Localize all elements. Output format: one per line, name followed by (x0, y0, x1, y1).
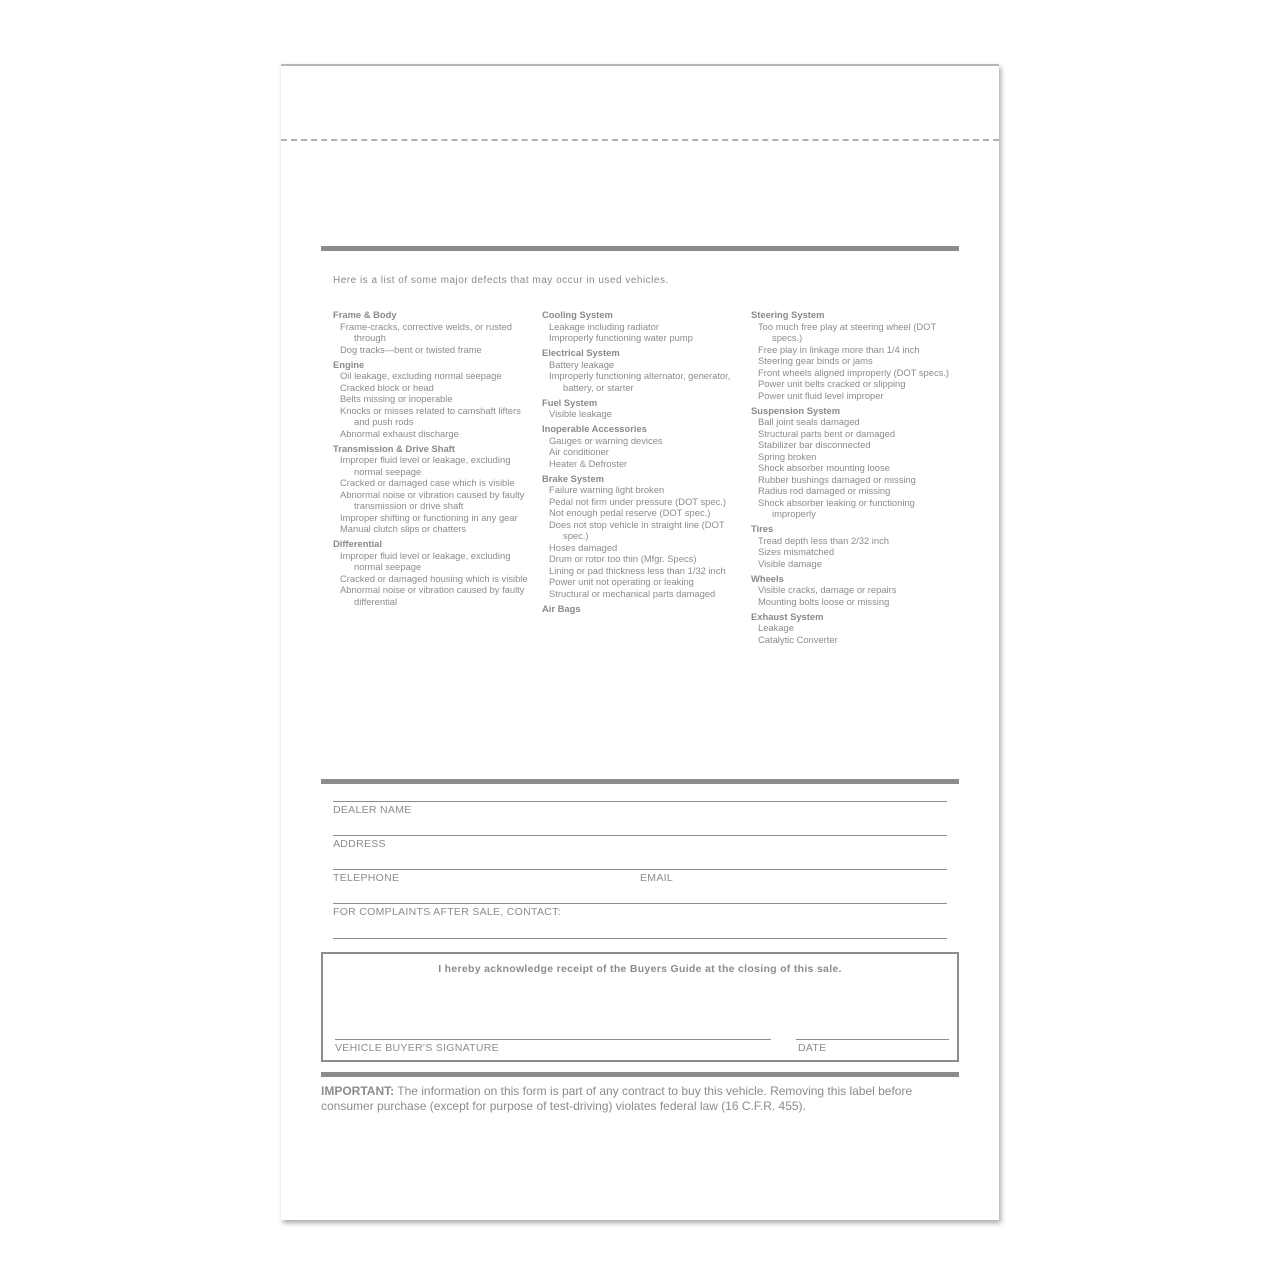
defect-category (542, 423, 742, 469)
defect-item: Not enough pedal reserve (DOT spec.) (549, 507, 711, 518)
defect-item: Rubber bushings damaged or missing (758, 473, 916, 485)
defect-category (542, 309, 742, 344)
defect-category-title: Cooling System (542, 309, 613, 320)
defect-item: Improper fluid level or leakage, excluding normal seepage (340, 454, 511, 477)
defect-category-title: Tires (751, 523, 774, 534)
defect-category (542, 603, 742, 615)
defect-category-title: Engine (333, 358, 365, 370)
dealer-name-line (333, 801, 947, 802)
defect-item: Does not stop vehicle in straight line (DOT spec.) (549, 518, 725, 541)
defect-item: Power unit fluid level improper (758, 389, 884, 401)
defect-item: Manual clutch slips or chatters (340, 523, 467, 534)
defects-column-3 (751, 309, 961, 645)
defect-category-title: Differential (333, 538, 382, 549)
important-text: The information on this form is part of any contract to buy this vehicle. Removing this label before consumer purchase (except for purpose of test-driving) violates federal law (16 C.F.R. 455). (321, 1084, 913, 1113)
dealer-name-label: DEALER NAME (333, 804, 412, 816)
defect-item: Leakage (758, 622, 794, 633)
defect-item: Free play in linkage more than 1/4 inch (758, 343, 920, 355)
defect-category-title: Wheels (751, 572, 784, 584)
defect-item: Cracked or damaged housing which is visible (340, 572, 528, 584)
defect-item: Abnormal noise or vibration caused by faulty transmission or drive shaft (340, 488, 525, 511)
defect-category (542, 397, 742, 420)
defect-item: Visible cracks, damage or repairs (758, 584, 897, 595)
complaints-line (333, 903, 947, 904)
defect-item: Catalytic Converter (758, 633, 838, 645)
defects-column-1 (333, 309, 533, 607)
complaints-contact-line (333, 938, 947, 939)
defect-item: Improper shifting or functioning in any gear (340, 511, 518, 523)
defect-item: Improper fluid level or leakage, excluding normal seepage (340, 549, 511, 572)
defect-item: Sizes mismatched (758, 546, 835, 557)
address-label: ADDRESS (333, 838, 386, 850)
defect-item: Battery leakage (549, 358, 615, 370)
defect-item: Abnormal noise or vibration caused by faulty differential (340, 584, 525, 607)
defect-item: Air conditioner (549, 446, 609, 457)
defect-item: Power unit belts cracked or slipping (758, 378, 906, 389)
defect-item: Heater & Defroster (549, 457, 628, 469)
perforation-line (281, 139, 999, 141)
address-line (333, 835, 947, 836)
defect-item: Dog tracks—bent or twisted frame (340, 343, 482, 355)
signature-label: VEHICLE BUYER'S SIGNATURE (335, 1042, 499, 1054)
defect-item: Improperly functioning alternator, generator, battery, or starter (549, 370, 731, 393)
defect-item: Structural or mechanical parts damaged (549, 587, 716, 599)
date-label: DATE (798, 1042, 827, 1054)
defect-item: Leakage including radiator (549, 320, 659, 332)
defect-item: Lining or pad thickness less than 1/32 inch (549, 564, 726, 576)
date-line (796, 1039, 949, 1040)
defect-item: Mounting bolts loose or missing (758, 595, 890, 607)
defect-item: Radius rod damaged or missing (758, 485, 891, 496)
defect-category-title: Suspension System (751, 404, 841, 416)
defect-category (542, 473, 742, 600)
defect-item: Power unit not operating or leaking (549, 576, 694, 587)
defect-category-title: Transmission & Drive Shaft (333, 442, 455, 454)
signature-line (335, 1039, 771, 1040)
defect-item: Shock absorber leaking or functioning improperly (758, 496, 915, 519)
important-label: IMPORTANT: (321, 1084, 395, 1098)
defect-item: Shock absorber mounting loose (758, 462, 890, 473)
telephone-line (333, 869, 947, 870)
defect-item: Knocks or misses related to camshaft lifters and push rods (340, 404, 521, 427)
defect-item: Gauges or warning devices (549, 434, 663, 446)
defect-item: Drum or rotor too thin (Mfgr. Specs) (549, 553, 697, 564)
defect-item: Steering gear binds or jams (758, 355, 873, 366)
defect-category (542, 347, 742, 393)
defect-category-title: Steering System (751, 309, 825, 320)
bottom-divider (321, 1072, 959, 1077)
defect-item: Cracked block or head (340, 381, 434, 393)
top-divider (321, 246, 959, 251)
defect-item: Failure warning light broken (549, 484, 665, 495)
acknowledgement-box (321, 952, 959, 1062)
defect-category (333, 359, 533, 440)
defect-item: Visible damage (758, 557, 822, 569)
email-label: EMAIL (640, 872, 674, 884)
dealer-divider (321, 779, 959, 784)
defects-column-2 (542, 309, 742, 614)
defect-item: Oil leakage, excluding normal seepage (340, 370, 502, 381)
defect-category-title: Brake System (542, 472, 605, 484)
defect-item: Belts missing or inoperable (340, 393, 453, 404)
defect-item: Stabilizer bar disconnected (758, 439, 871, 450)
defect-category-title: Exhaust System (751, 610, 824, 622)
defect-item: Ball joint seals damaged (758, 416, 860, 427)
buyers-guide-sheet (281, 64, 999, 1220)
defect-category (333, 538, 533, 607)
acknowledgement-text: I hereby acknowledge receipt of the Buyers Guide at the closing of this sale. (438, 963, 842, 975)
defect-category-title: Fuel System (542, 396, 598, 408)
defect-item: Pedal not firm under pressure (DOT spec.) (549, 495, 726, 507)
defect-category (333, 309, 533, 355)
defect-item: Front wheels aligned improperly (DOT specs.) (758, 366, 950, 378)
defect-category-title: Inoperable Accessories (542, 423, 647, 434)
defect-item: Visible leakage (549, 408, 612, 419)
defect-item: Too much free play at steering wheel (DOT specs.) (758, 320, 937, 343)
defect-category (751, 309, 961, 401)
defect-category-title: Electrical System (542, 347, 620, 358)
defect-item: Spring broken (758, 450, 817, 462)
defect-category (751, 573, 961, 608)
defect-category (751, 611, 961, 646)
defect-item: Frame-cracks, corrective welds, or rusted through (340, 320, 512, 343)
defect-category (751, 523, 961, 569)
defect-item: Tread depth less than 2/32 inch (758, 534, 889, 546)
defect-item: Abnormal exhaust discharge (340, 427, 459, 439)
defects-intro: Here is a list of some major defects that may occur in used vehicles. (333, 275, 669, 286)
defect-item: Structural parts bent or damaged (758, 427, 896, 439)
defect-category-title: Frame & Body (333, 309, 397, 320)
important-notice (321, 1084, 961, 1114)
defect-item: Cracked or damaged case which is visible (340, 477, 515, 488)
defect-category-title: Air Bags (542, 602, 581, 614)
defect-category (751, 405, 961, 520)
defect-item: Hoses damaged (549, 541, 618, 553)
complaints-label: FOR COMPLAINTS AFTER SALE, CONTACT: (333, 906, 561, 918)
telephone-label: TELEPHONE (333, 872, 400, 884)
defect-item: Improperly functioning water pump (549, 332, 693, 343)
defect-category (333, 443, 533, 535)
